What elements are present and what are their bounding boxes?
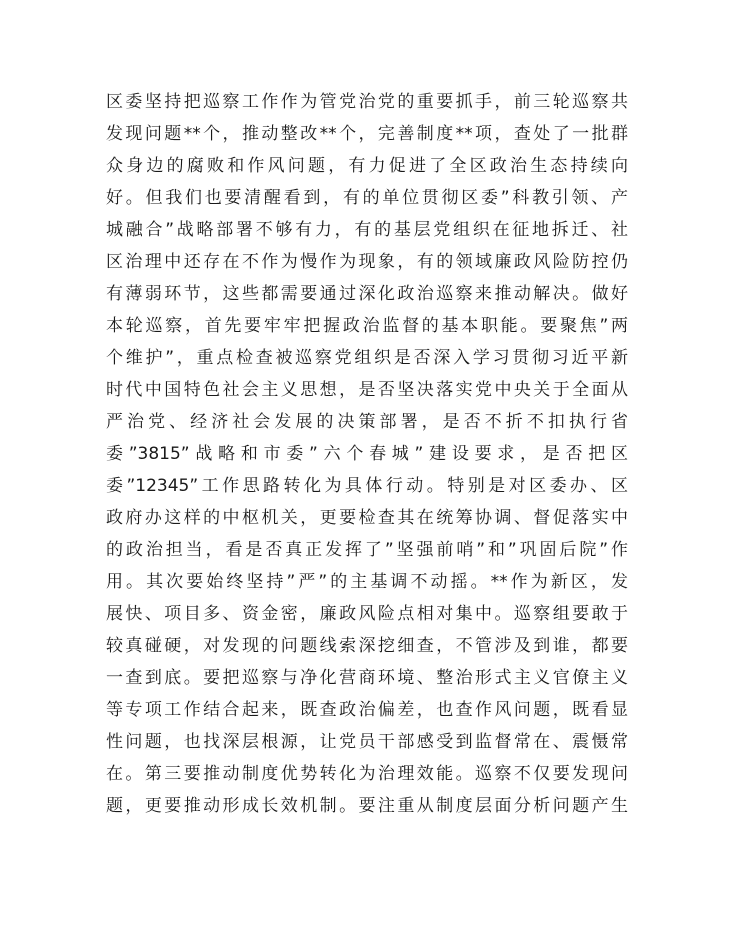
text-line: 的政治担当，看是否真正发挥了”坚强前哨”和”巩固后院”作 [106, 540, 628, 560]
text-line: 有薄弱环节，这些都需要通过深化政治巡察来推动解决。做好 [106, 284, 628, 304]
text-line: 个维护”，重点检查被巡察党组织是否深入学习贯彻习近平新 [106, 348, 628, 368]
text-line: 一查到底。要把巡察与净化营商环境、整治形式主义官僚主义 [106, 668, 628, 688]
text-line: 性问题，也找深层根源，让党员干部感受到监督常在、震慑常 [106, 732, 628, 752]
text-line: 展快、项目多、资金密，廉政风险点相对集中。巡察组要敢于 [106, 604, 628, 624]
text-line: 在。第三要推动制度优势转化为治理效能。巡察不仅要发现问 [106, 764, 628, 784]
text-line: 委”12345”工作思路转化为具体行动。特别是对区委办、区 [106, 476, 628, 496]
text-line: 政府办这样的中枢机关，更要检查其在统筹协调、督促落实中 [106, 508, 628, 528]
text-line: 好。但我们也要清醒看到，有的单位贯彻区委”科教引领、产 [106, 188, 628, 208]
text-line: 时代中国特色社会主义思想，是否坚决落实党中央关于全面从 [106, 380, 628, 400]
text-line: 等专项工作结合起来，既查政治偏差，也查作风问题，既看显 [106, 700, 628, 720]
text-line: 本轮巡察，首先要牢牢把握政治监督的基本职能。要聚焦”两 [106, 316, 628, 336]
text-line: 委”3815”战略和市委”六个春城”建设要求，是否把区 [106, 444, 628, 464]
text-line: 较真碰硬，对发现的问题线索深挖细查，不管涉及到谁，都要 [106, 636, 628, 656]
text-line: 题，更要推动形成长效机制。要注重从制度层面分析问题产生 [106, 796, 628, 816]
text-line: 严治党、经济社会发展的决策部署，是否不折不扣执行省 [106, 412, 628, 432]
text-line: 区治理中还存在不作为慢作为现象，有的领域廉政风险防控仍 [106, 252, 628, 272]
document-body [106, 86, 628, 822]
text-line: 发现问题**个，推动整改**个，完善制度**项，查处了一批群 [106, 124, 628, 144]
text-line: 众身边的腐败和作风问题，有力促进了全区政治生态持续向 [106, 156, 628, 176]
text-line: 区委坚持把巡察工作作为管党治党的重要抓手，前三轮巡察共 [106, 92, 628, 112]
text-line: 用。其次要始终坚持”严”的主基调不动摇。**作为新区，发 [106, 572, 628, 592]
text-line: 城融合”战略部署不够有力，有的基层党组织在征地拆迁、社 [106, 220, 628, 240]
